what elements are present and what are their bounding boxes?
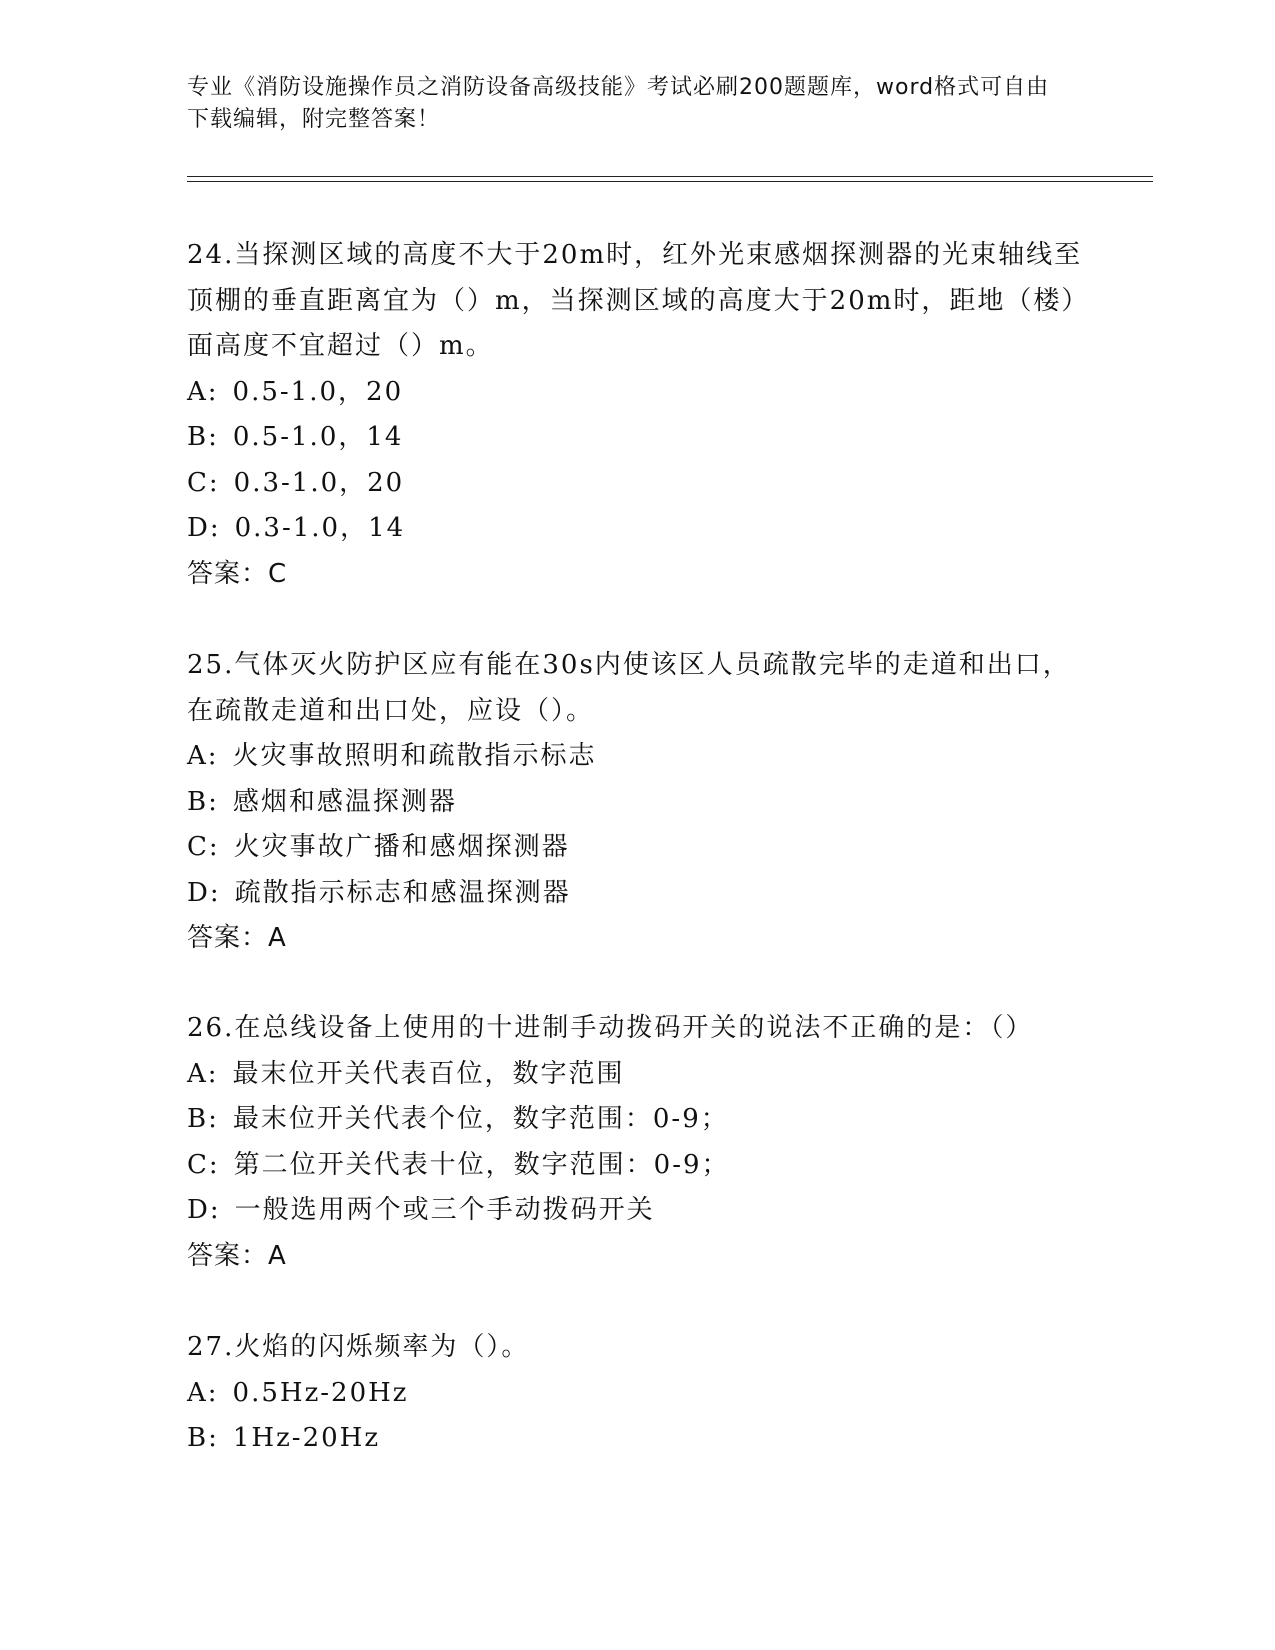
question-number: 24. (187, 240, 235, 270)
header-divider-bottom (187, 181, 1153, 182)
question-text: 当探测区域的高度不大于20m时，红外光束感烟探测器的光束轴线至顶棚的垂直距离宜为（）m，当探测区域的高度大于20m时，距地（楼）面高度不宜超过（）m。 (187, 240, 1083, 361)
option-text: 最末位开关代表百位，数字范围 (232, 1058, 625, 1089)
option-d (187, 871, 1087, 917)
question-number: 25. (187, 650, 235, 680)
option-letter: C: (187, 1149, 220, 1180)
question-25 (187, 643, 1087, 962)
option-text: 最末位开关代表个位，数字范围：0-9； (232, 1104, 729, 1134)
option-c (187, 1143, 1087, 1189)
option-letter: C: (187, 467, 220, 498)
option-letter: A: (187, 1058, 219, 1089)
option-letter: B: (187, 786, 219, 817)
option-b (187, 415, 1087, 461)
question-27 (187, 1325, 1087, 1462)
option-letter: A: (187, 1377, 219, 1408)
option-letter: D: (187, 1195, 221, 1225)
question-24 (187, 233, 1087, 597)
answer-line: 答案：A (187, 923, 287, 953)
option-text: 0.3-1.0，14 (234, 513, 406, 543)
option-text: 一般选用两个或三个手动拨码开关 (234, 1195, 655, 1225)
question-stem (187, 643, 1087, 734)
option-text: 火灾事故广播和感烟探测器 (233, 832, 570, 862)
option-text: 感烟和感温探测器 (232, 786, 457, 817)
option-d (187, 506, 1087, 552)
option-letter: B: (187, 1423, 219, 1453)
option-text: 0.5-1.0，14 (232, 422, 404, 452)
question-text: 气体灭火防护区应有能在30s内使该区人员疏散完毕的走道和出口，在疏散走道和出口处，应设（）。 (187, 650, 1071, 726)
option-b (187, 1097, 1087, 1143)
option-b (187, 1416, 1087, 1462)
option-text: 火灾事故照明和疏散指示标志 (232, 741, 597, 771)
option-c (187, 461, 1087, 507)
option-letter: D: (187, 513, 221, 543)
option-text: 0.3-1.0，20 (233, 467, 405, 498)
option-text: 疏散指示标志和感温探测器 (234, 877, 571, 908)
question-text: 在总线设备上使用的十进制手动拨码开关的说法不正确的是：（） (234, 1013, 1034, 1043)
header-divider-top (187, 176, 1153, 177)
question-stem (187, 1325, 1087, 1371)
option-b (187, 780, 1087, 826)
option-text: 0.5Hz-20Hz (232, 1377, 409, 1408)
question-text: 火焰的闪烁频率为（）。 (234, 1332, 530, 1362)
option-letter: A: (187, 376, 219, 407)
answer-line: 答案：A (187, 1240, 287, 1271)
option-letter: D: (187, 877, 221, 908)
document-header (187, 72, 1067, 136)
option-c (187, 825, 1087, 871)
option-letter: C: (187, 832, 220, 862)
question-stem (187, 1006, 1087, 1052)
answer-line: 答案：C (187, 558, 288, 589)
question-number: 27. (187, 1332, 235, 1362)
question-number: 26. (187, 1013, 235, 1043)
option-text: 1Hz-20Hz (232, 1423, 381, 1453)
option-text: 0.5-1.0，20 (232, 376, 404, 407)
question-stem (187, 233, 1087, 370)
option-d (187, 1188, 1087, 1234)
header-title: 专业《消防设施操作员之消防设备高级技能》考试必刷200题题库，word格式可自由下载编辑，附完整答案！ (187, 75, 1050, 132)
option-letter: B: (187, 422, 219, 452)
option-a (187, 1371, 1087, 1417)
option-text: 第二位开关代表十位，数字范围：0-9； (233, 1149, 730, 1180)
question-26 (187, 1006, 1087, 1279)
option-letter: A: (187, 741, 219, 771)
option-a (187, 1052, 1087, 1098)
option-a (187, 370, 1087, 416)
option-a (187, 734, 1087, 780)
option-letter: B: (187, 1104, 219, 1134)
